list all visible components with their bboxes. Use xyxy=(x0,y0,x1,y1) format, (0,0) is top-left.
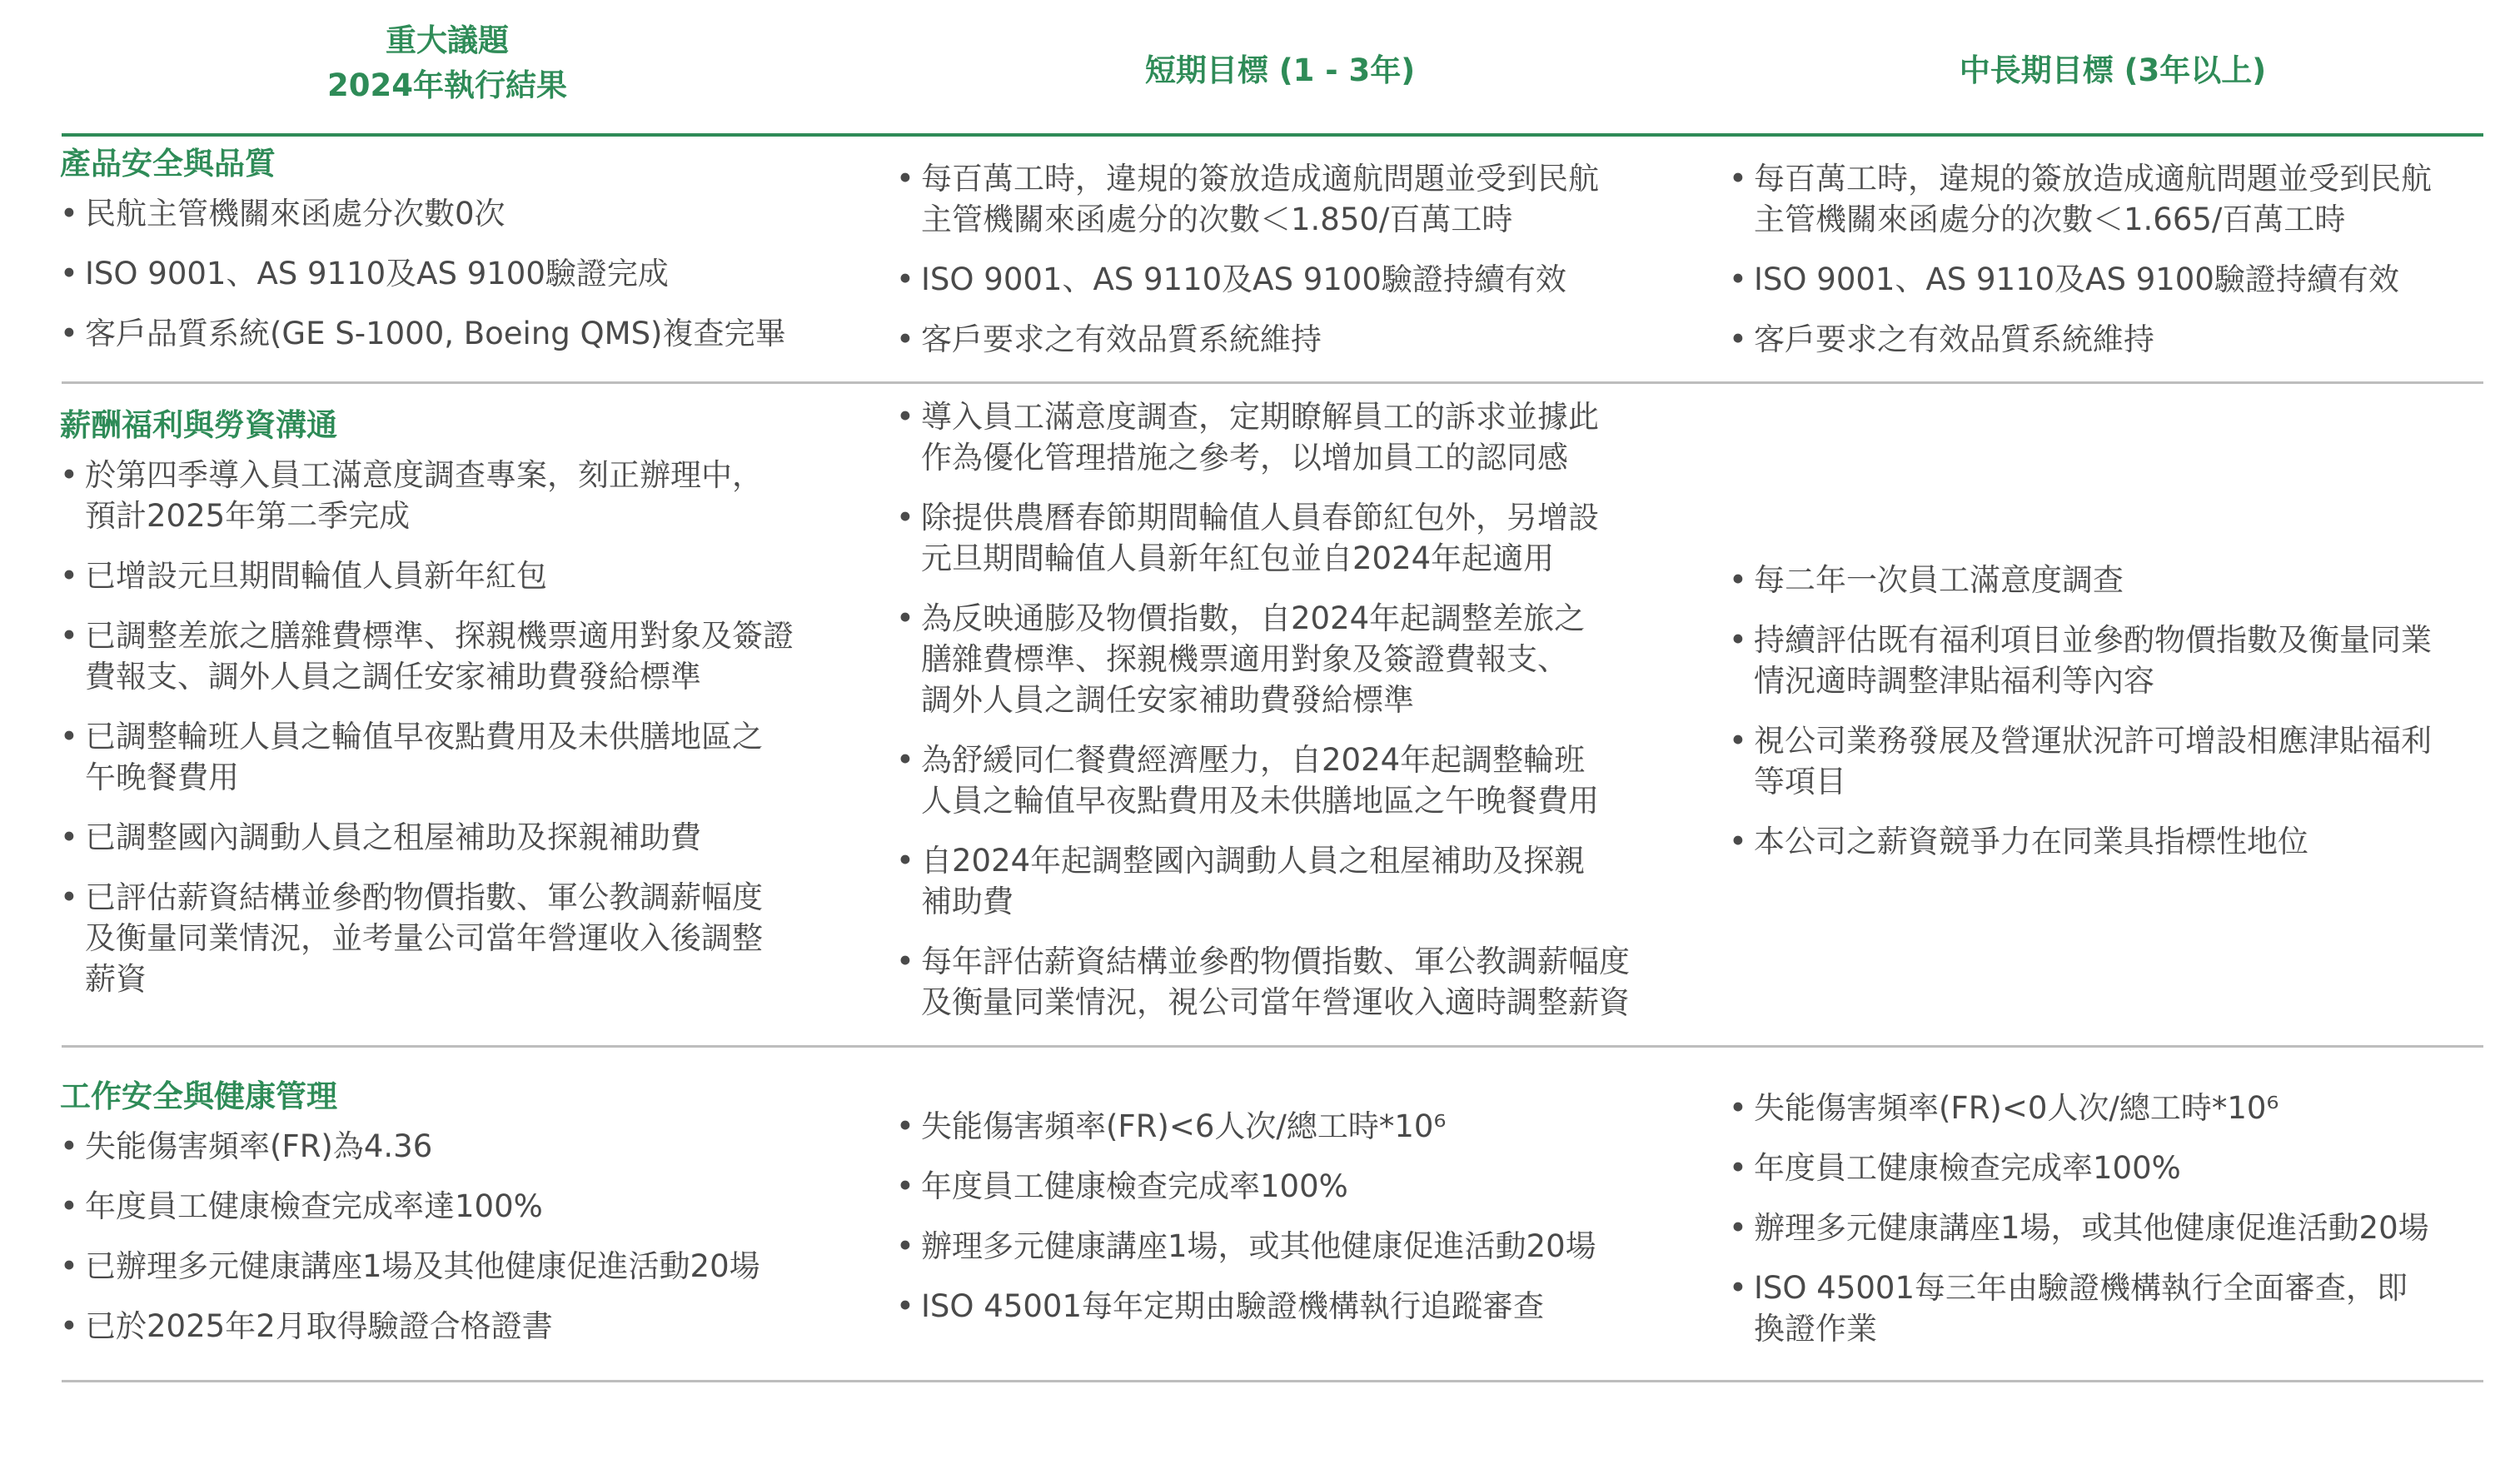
bullet-item xyxy=(60,1246,859,1287)
bullet-line: • 除提供農曆春節期間輪值人員春節紅包外，另增設 xyxy=(921,500,1599,535)
bullet-line: • 每百萬工時，違規的簽放造成適航問題並受到民航 xyxy=(921,161,1599,197)
bullet-item xyxy=(60,193,859,234)
header-long-term: 中長期目標 (3年以上) xyxy=(1959,52,2267,88)
bullet-line: • 辦理多元健康講座1場，或其他健康促進活動20場 xyxy=(1754,1210,2429,1246)
section-safety-health-short-term xyxy=(896,1106,1696,1346)
row-divider xyxy=(62,1045,2483,1048)
section-title: 工作安全與健康管理 xyxy=(60,1078,337,1114)
bullet-line: • 失能傷害頻率(FR)<0人次/總工時*10⁶ xyxy=(1754,1090,2279,1126)
bullet-line: 及衡量同業情況，並考量公司當年營運收入後調整 xyxy=(85,920,763,956)
bullet-line: 人員之輪值早夜點費用及未供膳地區之午晚餐費用 xyxy=(921,783,1599,819)
bullet-item xyxy=(60,313,859,354)
bullet-item xyxy=(896,1286,1696,1327)
section-title: 產品安全與品質 xyxy=(60,146,276,182)
bullet-item xyxy=(1729,319,2503,360)
bullet-line: 膳雜費標準、探親機票適用對象及簽證費報支、 xyxy=(921,641,1568,677)
results-list xyxy=(60,1126,859,1347)
bullet-item xyxy=(60,1126,859,1167)
short-term-list xyxy=(896,158,1696,360)
section-product-safety-results xyxy=(60,143,859,373)
long-term-list xyxy=(1729,560,2503,862)
header-short-term: 短期目標 (1 - 3年) xyxy=(1144,52,1416,88)
bullet-item xyxy=(1729,1267,2503,1349)
section-compensation-results xyxy=(60,405,859,1018)
bullet-line: 調外人員之調任安家補助費發給標準 xyxy=(921,682,1414,718)
bullet-item xyxy=(896,598,1696,720)
bullet-item xyxy=(60,615,859,697)
bullet-line: • 年度員工健康檢查完成率達100% xyxy=(85,1188,543,1224)
bullet-line: 預計2025年第二季完成 xyxy=(85,498,411,534)
bullet-line: 等項目 xyxy=(1754,764,1846,799)
bullet-item xyxy=(60,555,859,596)
bullet-item xyxy=(1729,1088,2503,1128)
bullet-item xyxy=(896,259,1696,300)
bullet-line: • 客戶要求之有效品質系統維持 xyxy=(1754,321,2154,357)
bullet-line: • 導入員工滿意度調查，定期瞭解員工的訴求並據此 xyxy=(921,399,1599,435)
bullet-line: • 年度員工健康檢查完成率100% xyxy=(921,1168,1348,1204)
bullet-line: 主管機關來函處分的次數＜1.850/百萬工時 xyxy=(921,202,1513,237)
bullet-line: 換證作業 xyxy=(1754,1311,1877,1347)
bullet-line: • 每二年一次員工滿意度調查 xyxy=(1754,562,2124,598)
bullet-line: 及衡量同業情況，視公司當年營運收入適時調整薪資 xyxy=(921,984,1630,1020)
bullet-item xyxy=(896,158,1696,240)
bullet-line: 情況適時調整津貼福利等內容 xyxy=(1754,663,2154,699)
bullet-item xyxy=(896,497,1696,579)
bullet-line: • 客戶品質系統(GE S-1000, Boeing QMS)複查完畢 xyxy=(85,316,786,351)
section-compensation-short-term xyxy=(896,396,1696,1042)
bullet-line: • 已調整國內調動人員之租屋補助及探親補助費 xyxy=(85,819,701,855)
bullet-line: • 年度員工健康檢查完成率100% xyxy=(1754,1150,2181,1186)
bullet-line: • 辦理多元健康講座1場，或其他健康促進活動20場 xyxy=(921,1228,1596,1264)
bullet-line: • 為舒緩同仁餐費經濟壓力，自2024年起調整輪班 xyxy=(921,742,1586,778)
bullet-line: • 已辦理多元健康講座1場及其他健康促進活動20場 xyxy=(85,1248,760,1284)
bullet-item xyxy=(60,1306,859,1347)
bullet-item xyxy=(1729,158,2503,240)
bullet-line: 薪資 xyxy=(85,961,147,997)
results-list xyxy=(60,193,859,354)
bullet-line: • 每年評估薪資結構並參酌物價指數、軍公教調薪幅度 xyxy=(921,944,1630,979)
bullet-line: • 為反映通膨及物價指數，自2024年起調整差旅之 xyxy=(921,600,1586,636)
bullet-line: • 已調整輪班人員之輪值早夜點費用及未供膳地區之 xyxy=(85,719,763,754)
bullet-item xyxy=(896,941,1696,1023)
bullet-item xyxy=(60,455,859,536)
bullet-line: • ISO 9001、AS 9110及AS 9100驗證完成 xyxy=(85,256,669,291)
bullet-line: • 失能傷害頻率(FR)為4.36 xyxy=(85,1128,433,1164)
bullet-line: • 視公司業務發展及營運狀況許可增設相應津貼福利 xyxy=(1754,723,2432,759)
long-term-list xyxy=(1729,1088,2503,1349)
bullet-item xyxy=(60,817,859,858)
section-title: 薪酬福利與勞資溝通 xyxy=(60,407,337,443)
bullet-item xyxy=(1729,821,2503,862)
bullet-line: 元旦期間輪值人員新年紅包並自2024年起適用 xyxy=(921,540,1555,576)
bullet-item xyxy=(896,1226,1696,1267)
bullet-item xyxy=(896,1106,1696,1147)
bullet-line: 午晚餐費用 xyxy=(85,759,239,795)
section-product-safety-short-term xyxy=(896,158,1696,379)
section-safety-health-results xyxy=(60,1076,859,1366)
bullet-line: • 於第四季導入員工滿意度調查專案，刻正辦理中， xyxy=(85,457,763,493)
bullet-line: 補助費 xyxy=(921,884,1013,919)
section-safety-health-long-term xyxy=(1729,1088,2503,1368)
bullet-line: • 失能傷害頻率(FR)<6人次/總工時*10⁶ xyxy=(921,1108,1447,1144)
bullet-item xyxy=(1729,1148,2503,1188)
bullet-line: • 自2024年起調整國內調動人員之租屋補助及探親 xyxy=(921,843,1586,879)
bullet-item xyxy=(896,1166,1696,1207)
results-list xyxy=(60,455,859,999)
short-term-list xyxy=(896,1106,1696,1327)
bullet-item xyxy=(1729,1208,2503,1248)
short-term-list xyxy=(896,396,1696,1023)
bullet-item xyxy=(1729,620,2503,701)
bullet-line: • 持續評估既有福利項目並參酌物價指數及衡量同業 xyxy=(1754,622,2432,658)
bullet-line: • ISO 9001、AS 9110及AS 9100驗證持續有效 xyxy=(921,261,1566,297)
header-material-issue: 重大議題 2024年執行結果 xyxy=(327,22,567,103)
bullet-item xyxy=(896,396,1696,478)
bullet-item xyxy=(60,716,859,798)
bullet-item xyxy=(896,319,1696,360)
bullet-line: • 已於2025年2月取得驗證合格證書 xyxy=(85,1308,553,1344)
bullet-item xyxy=(1729,720,2503,802)
bullet-item xyxy=(1729,259,2503,300)
bullet-item xyxy=(896,840,1696,922)
bullet-item xyxy=(1729,560,2503,600)
bottom-divider xyxy=(62,1380,2483,1382)
bullet-line: • 已評估薪資結構並參酌物價指數、軍公教調薪幅度 xyxy=(85,879,763,915)
bullet-line: • 每百萬工時，違規的簽放造成適航問題並受到民航 xyxy=(1754,161,2432,197)
bullet-line: • 本公司之薪資競爭力在同業具指標性地位 xyxy=(1754,824,2308,859)
bullet-line: • ISO 9001、AS 9110及AS 9100驗證持續有效 xyxy=(1754,261,2399,297)
bullet-line: • ISO 45001每三年由驗證機構執行全面審查，即 xyxy=(1754,1270,2408,1306)
bullet-item xyxy=(60,877,859,999)
bullet-item xyxy=(60,253,859,294)
bullet-line: • 民航主管機關來函處分次數0次 xyxy=(85,196,505,232)
long-term-list xyxy=(1729,158,2503,360)
bullet-line: • 已調整差旅之膳雜費標準、探親機票適用對象及簽證 xyxy=(85,618,794,654)
section-product-safety-long-term xyxy=(1729,158,2503,379)
bullet-item xyxy=(896,740,1696,821)
bullet-line: 費報支、調外人員之調任安家補助費發給標準 xyxy=(85,659,701,695)
section-compensation-long-term xyxy=(1729,560,2503,881)
bullet-item xyxy=(60,1186,859,1227)
header-divider xyxy=(62,133,2483,137)
bullet-line: • 已增設元旦期間輪值人員新年紅包 xyxy=(85,558,547,594)
bullet-line: • ISO 45001每年定期由驗證機構執行追蹤審查 xyxy=(921,1288,1544,1324)
bullet-line: 作為優化管理措施之參考，以增加員工的認同感 xyxy=(921,440,1568,476)
bullet-line: • 客戶要求之有效品質系統維持 xyxy=(921,321,1322,357)
row-divider xyxy=(62,381,2483,384)
bullet-line: 主管機關來函處分的次數＜1.665/百萬工時 xyxy=(1754,202,2346,237)
